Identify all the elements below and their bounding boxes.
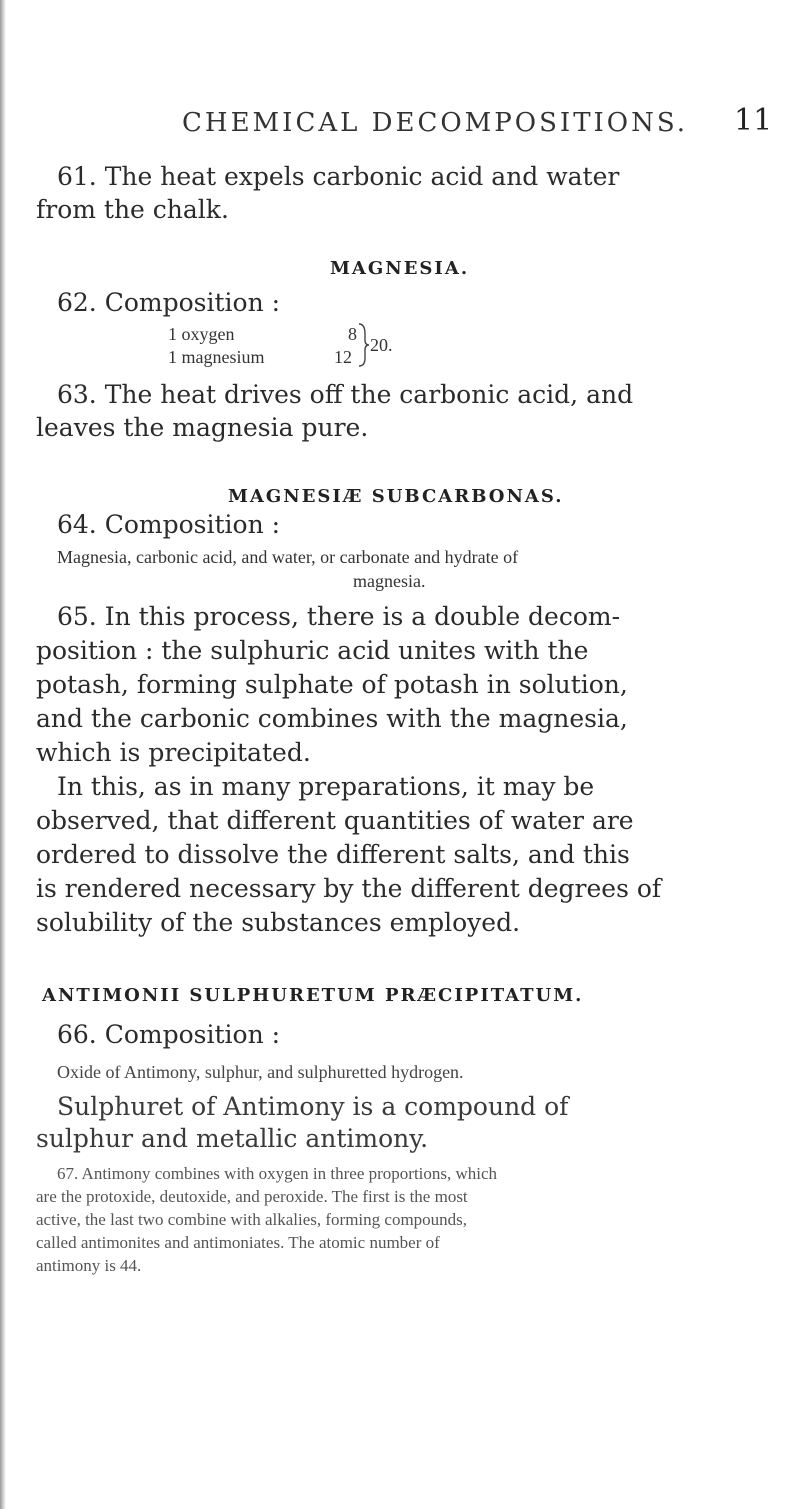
para-65-line-4: and the carbonic combines with the magnesia, <box>36 704 628 733</box>
para-64-composition: 64. Composition : <box>57 510 281 539</box>
para-63-line-2: leaves the magnesia pure. <box>36 413 369 442</box>
composition-row-1-value: 8 <box>348 324 357 344</box>
para-65-line-8: ordered to dissolve the different salts, and this <box>36 840 630 869</box>
composition-total: 20. <box>370 335 393 355</box>
para-65-line-10: solubility of the substances employed. <box>36 908 521 937</box>
composition-row-2-value: 12 <box>334 347 352 367</box>
para-66-line-3: sulphur and metallic antimony. <box>36 1124 429 1153</box>
para-66-line-1: Oxide of Antimony, sulphur, and sulphuretted hydrogen. <box>57 1062 464 1082</box>
para-61-line-1: 61. The heat expels carbonic acid and water <box>57 162 620 191</box>
para-64-line-2: magnesia. <box>353 571 426 591</box>
para-62-composition: 62. Composition : <box>57 288 281 317</box>
para-65-line-2: position : the sulphuric acid unites with the <box>36 636 589 665</box>
para-67-line-4: called antimonites and antimoniates. The atomic number of <box>36 1233 440 1252</box>
section-heading-antimonii: ANTIMONII SULPHURETUM PRÆCIPITATUM. <box>42 985 584 1006</box>
para-65-line-1: 65. In this process, there is a double decom- <box>57 602 621 631</box>
para-65-line-6: In this, as in many preparations, it may be <box>57 772 595 801</box>
composition-row-2-label: 1 magnesium <box>168 347 265 367</box>
para-67-line-2: are the protoxide, deutoxide, and peroxide. The first is the most <box>36 1187 468 1206</box>
para-67-line-3: active, the last two combine with alkalies, forming compounds, <box>36 1210 468 1229</box>
composition-brace <box>356 320 370 370</box>
running-header: CHEMICAL DECOMPOSITIONS. <box>182 108 689 138</box>
para-65-line-7: observed, that different quantities of water are <box>36 806 634 835</box>
para-65-line-5: which is precipitated. <box>36 738 311 767</box>
page-edge-shadow <box>0 0 6 1509</box>
para-66-line-2: Sulphuret of Antimony is a compound of <box>57 1092 569 1121</box>
section-heading-magnesiae-subcarbonas: MAGNESIÆ SUBCARBONAS. <box>228 486 564 507</box>
section-heading-magnesia: MAGNESIA. <box>330 258 470 279</box>
para-64-line-1: Magnesia, carbonic acid, and water, or carbonate and hydrate of <box>57 547 519 567</box>
para-63-line-1: 63. The heat drives off the carbonic acid, and <box>57 380 634 409</box>
para-66-composition: 66. Composition : <box>57 1020 281 1049</box>
para-67-line-5: antimony is 44. <box>36 1256 142 1275</box>
para-61-line-2: from the chalk. <box>36 195 229 224</box>
page-number: 11 <box>734 103 773 138</box>
para-65-line-3: potash, forming sulphate of potash in solution, <box>36 670 628 699</box>
para-65-line-9: is rendered necessary by the different degrees of <box>36 874 662 903</box>
para-67-line-1: 67. Antimony combines with oxygen in three proportions, which <box>57 1164 498 1183</box>
composition-row-1-label: 1 oxygen <box>168 324 235 344</box>
